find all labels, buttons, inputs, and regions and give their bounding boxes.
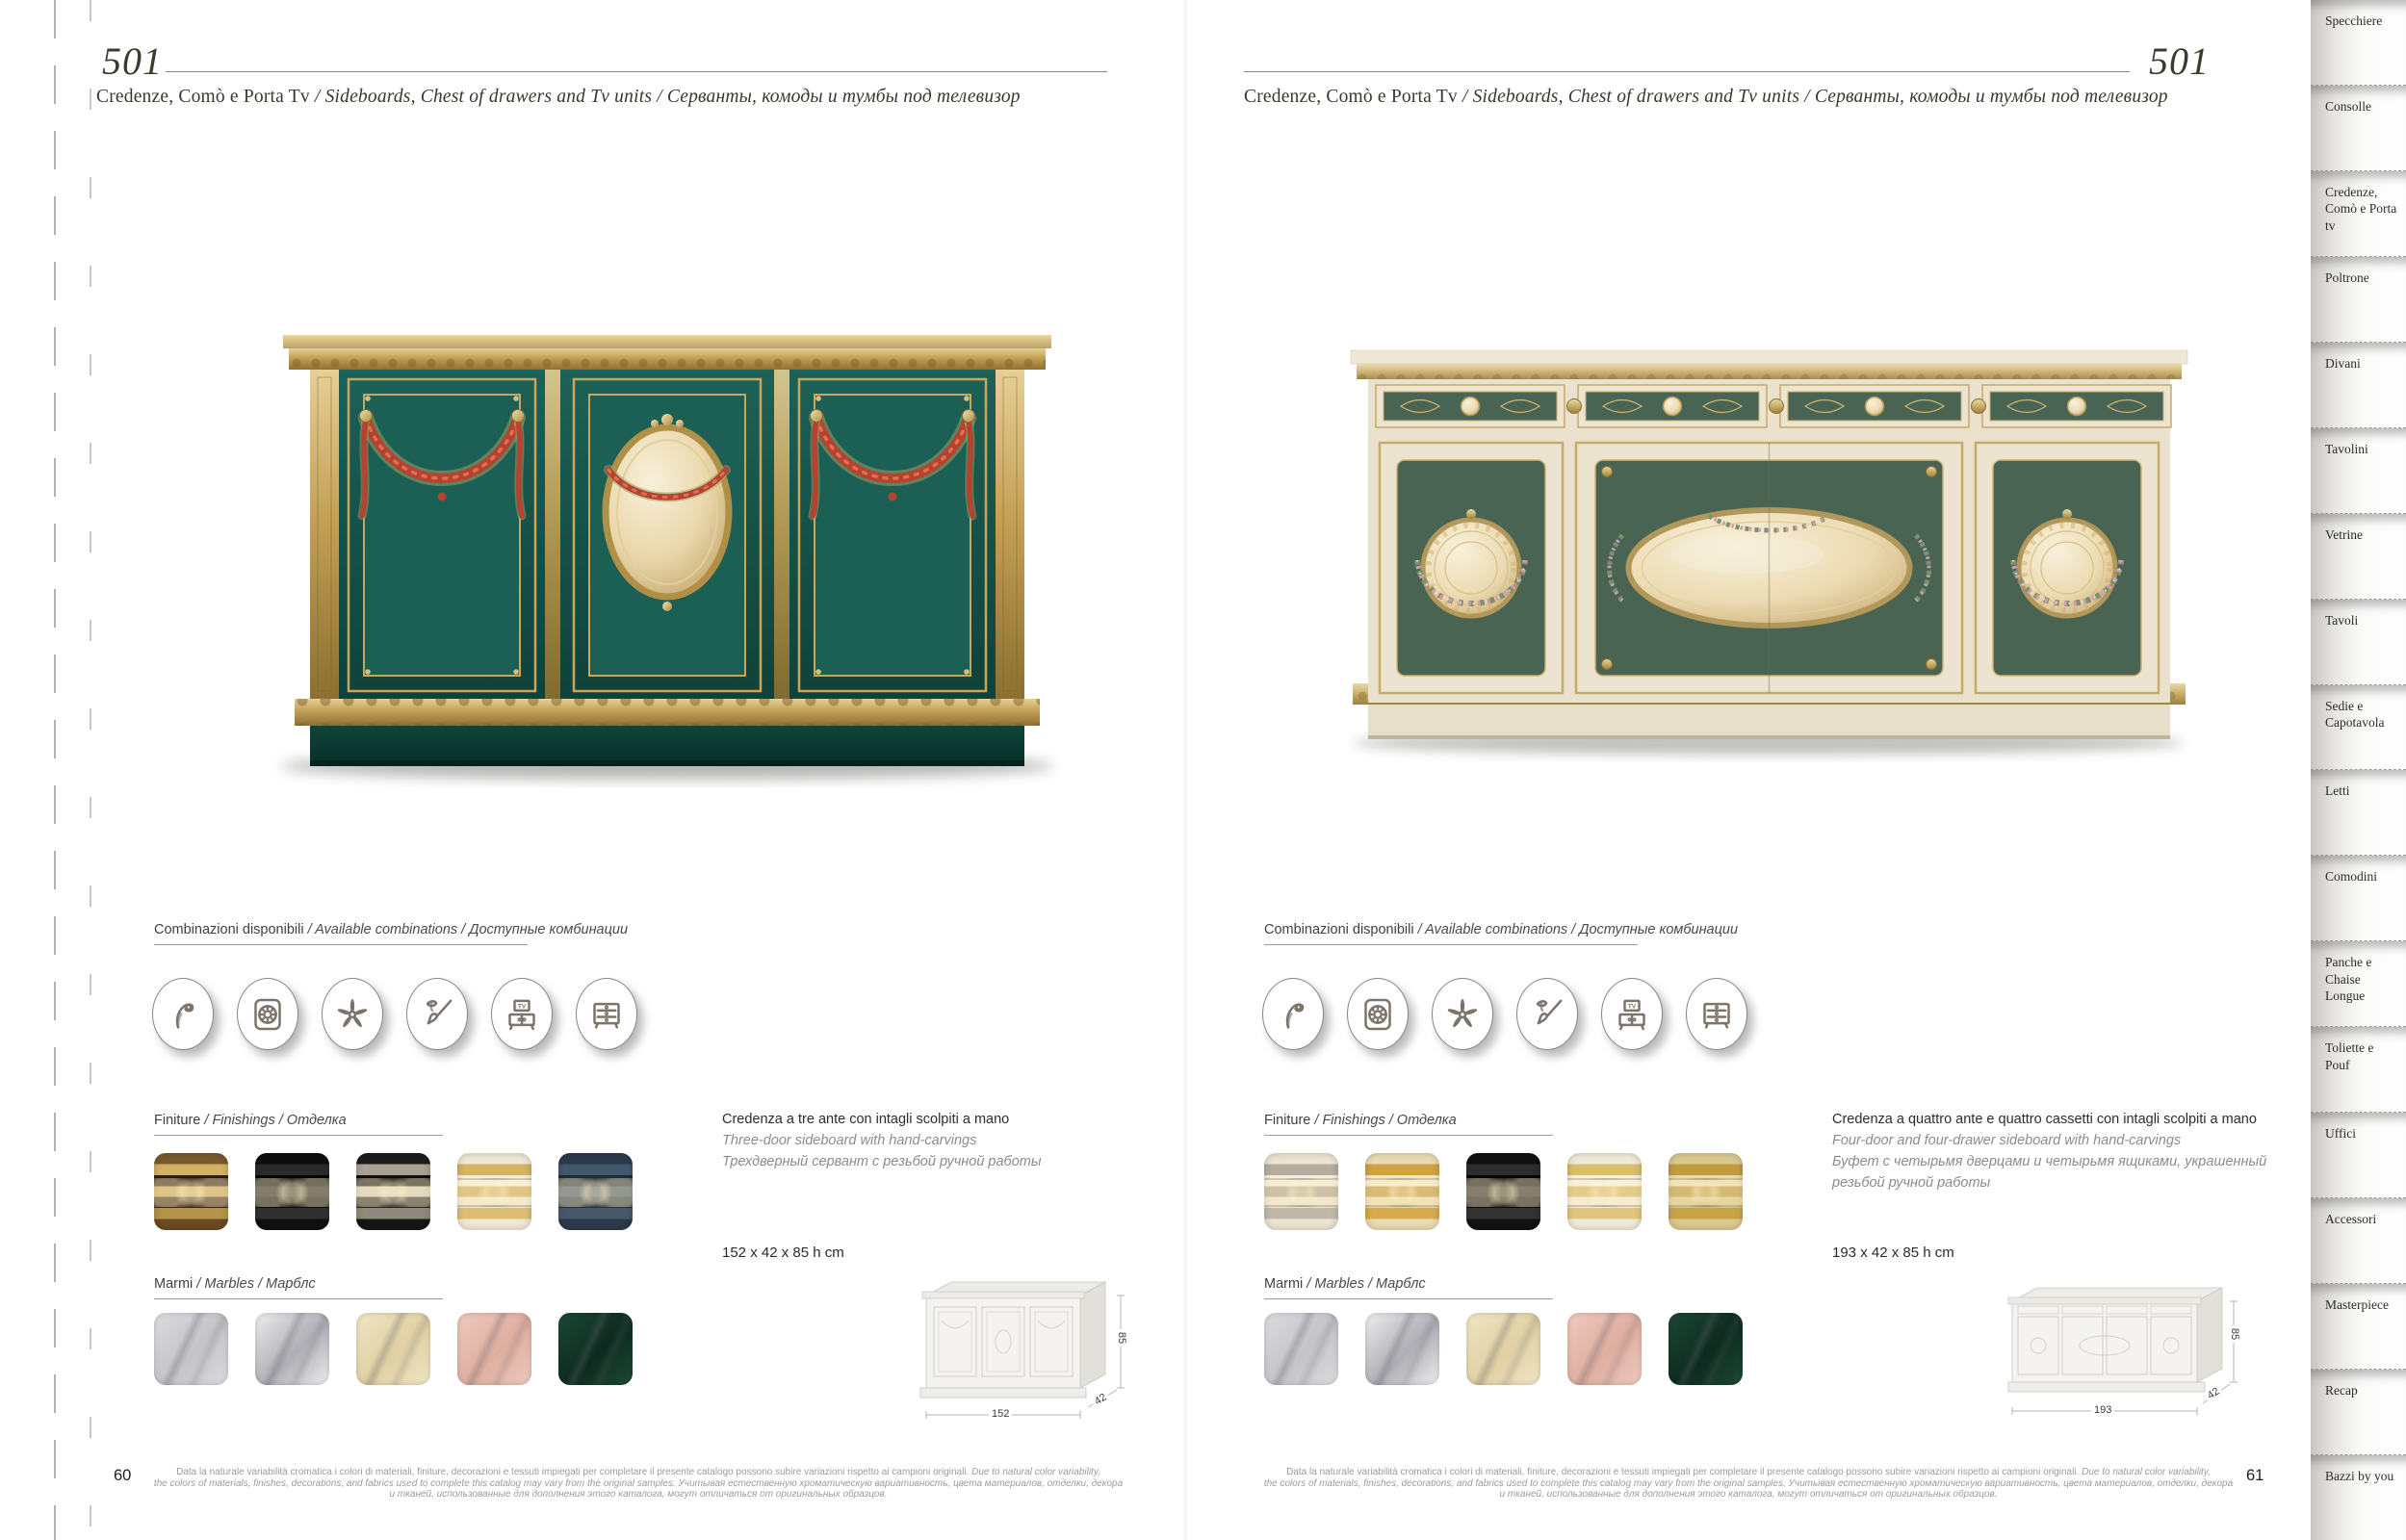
finish-swatch-2 [255,1153,329,1230]
combination-icons-right [1262,978,1771,1051]
finish-swatch-4 [457,1153,531,1230]
marble-swatch-1 [1264,1313,1338,1385]
marbles-label: Marmi / Marbles / Марблс [154,1276,443,1299]
right-door [1976,443,2159,693]
marble-swatch-3 [1466,1313,1540,1385]
sidebar-item-recap[interactable]: Recap [2311,1369,2406,1454]
page-title: 501 [102,39,163,83]
tv-unit-icon [491,978,553,1051]
category-sidebar [2311,0,2406,1540]
chest-of-drawers-icon [576,978,637,1051]
sidebar-item-consolle[interactable]: Consolle [2311,85,2406,170]
marble-swatch-5 [1669,1313,1743,1385]
page-gutter [1182,0,1188,1540]
sideboard-photo-green [268,310,1067,791]
marble-swatch-2 [1365,1313,1439,1385]
marble-swatch-4 [1567,1313,1642,1385]
finishes-label: Finiture / Finishings / Отделка [1264,1113,1553,1136]
combination-icons-left [152,978,660,1051]
sidebar-item-panche-e-chaise-longue[interactable]: Panche e Chaise Longue [2311,940,2406,1026]
chest-of-drawers-icon [1686,978,1747,1051]
dimension-diagram-left [897,1261,1146,1444]
page-title: 501 [2149,39,2210,83]
sidebar-item-letti[interactable]: Letti [2311,769,2406,855]
marble-swatch-2 [255,1313,329,1385]
category-subtitle: Credenze, Comò e Porta Tv / Sideboards, Chest of drawers and Tv units / Серванты, комоды и тумбы под телевизор [1244,86,2168,107]
sidebar-item-poltrone[interactable]: Poltrone [2311,256,2406,342]
sidebar-item-credenze-como-porta-tv[interactable]: Credenze, Comò e Porta tv [2311,170,2406,256]
marble-swatch-3 [356,1313,430,1385]
finish-swatch-2 [1365,1153,1439,1230]
depth-dimension: 42 [1090,1390,1111,1409]
dimensions-left: 152 x 42 x 85 h cm [722,1245,844,1261]
dimensions-right: 193 x 42 x 85 h cm [1832,1245,1954,1261]
footer-note-left: Data la naturale variabilità cromatica i colori di materiali, finiture, decorazioni e tessuti impiegati per completare il presente catalogo possono subire variazioni rispetto ai campioni originali. Due to natural color variability, the colors of materials, finishes, decorations, and fabrics used to complete this catalog may vary from the original samples. Учитывая естественную хроматическую вариативность, цвета материалов, отделки, декора и тканей, использованные для дополнения этого каталога, могут отличаться от оригинальных образцов. [153,1467,1124,1500]
hand-carved-ornament-icon [1262,978,1324,1051]
left-door [1380,443,1563,693]
finish-swatches-right [1264,1153,1770,1230]
category-subtitle: Credenze, Comò e Porta Tv / Sideboards, Chest of drawers and Tv units / Серванты, комоды и тумбы под телевизор [96,86,1021,107]
sidebar-item-tavoli[interactable]: Tavoli [2311,599,2406,684]
sideboard-photo-ivory [1333,346,2205,765]
finish-swatch-1 [1264,1153,1338,1230]
finish-swatches-left [154,1153,660,1230]
sidebar-item-div[interactable]: Divani [2311,342,2406,427]
center-doors [1576,443,1962,693]
tv-unit-icon [1601,978,1663,1051]
finish-swatch-3 [356,1153,430,1230]
finish-swatch-4 [1567,1153,1642,1230]
dimension-diagram-right [1995,1261,2253,1444]
sidebar-item-vetrine[interactable]: Vetrine [2311,513,2406,599]
finish-swatch-5 [1669,1153,1743,1230]
product-description-right: Credenza a quattro ante e quattro cassetti con intagli scolpiti a mano Four-door and four-drawer sideboard with hand-carvings Буфет с четырьмя дверцами и четырьмя ящиками, украшенный резьбой ручной работы [1832,1112,2267,1191]
width-dimension: 152 [989,1408,1012,1420]
sidebar-item-accessori[interactable]: Accessori [2311,1197,2406,1283]
sidebar-item-tavolini[interactable]: Tavolini [2311,427,2406,513]
sidebar-item-specchiere[interactable]: Specchiere [2311,0,2406,85]
sidebar-item-masterpiece[interactable]: Masterpiece [2311,1283,2406,1369]
footer-note-right: Data la naturale variabilità cromatica i colori di materiali, finiture, decorazioni e tessuti impiegati per completare il presente catalogo possono subire variazioni rispetto ai campioni originali. Due to natural color variability, the colors of materials, finishes, decorations, and fabrics used to complete this catalog may vary from the original samples. Учитывая естественную хроматическую вариативность, цвета материалов, отделки, декора и тканей, использованные для дополнения этого каталога, могут отличаться от оригинальных образцов. [1263,1467,2234,1500]
finish-swatch-5 [558,1153,633,1230]
finish-swatch-1 [154,1153,228,1230]
carved-rosette-panel-icon [237,978,298,1051]
height-dimension: 85 [2229,1325,2240,1343]
sidebar-item-bazzi-by-you[interactable]: Bazzi by you [2311,1454,2406,1540]
hand-painted-decoration-icon [406,978,468,1051]
title-rule [1244,71,2130,72]
marble-swatches-right [1264,1313,1770,1385]
finishes-label: Finiture / Finishings / Отделка [154,1113,443,1136]
title-rule [166,71,1107,72]
marble-swatch-4 [457,1313,531,1385]
page-number-right: 61 [2246,1467,2264,1484]
sidebar-item-sedie-e-capotavola[interactable]: Sedie e Capotavola [2311,684,2406,770]
product-description-left: Credenza a tre ante con intagli scolpiti a mano Three-door sideboard with hand-carvings Трехдверный сервант с резьбой ручной работы [722,1112,1042,1169]
sidebar-item-uffici[interactable]: Uffici [2311,1112,2406,1197]
margin-dash-line [90,0,91,1540]
finish-swatch-3 [1466,1153,1540,1230]
marble-swatch-5 [558,1313,633,1385]
combinations-label: Combinazioni disponibili / Available combinations / Доступные комбинации [1264,922,1638,945]
base [295,699,1040,766]
combinations-label: Combinazioni disponibili / Available combinations / Доступные комбинации [154,922,528,945]
sidebar-item-toliette-e-pouf[interactable]: Toliette e Pouf [2311,1026,2406,1112]
marbles-label: Marmi / Marbles / Марблс [1264,1276,1553,1299]
hand-carved-ornament-icon [152,978,214,1051]
page-number-left: 60 [114,1467,132,1484]
flower-carving-icon [322,978,383,1051]
height-dimension: 85 [1116,1329,1127,1347]
marble-swatches-left [154,1313,660,1385]
sidebar-item-comodini[interactable]: Comodini [2311,855,2406,940]
cornice [1351,350,2187,379]
hand-painted-decoration-icon [1516,978,1578,1051]
carved-rosette-panel-icon [1347,978,1409,1051]
svg-text:TV: TV [517,1002,527,1010]
flower-carving-icon [1432,978,1493,1051]
cornice [283,335,1051,370]
depth-dimension: 42 [2203,1384,2224,1403]
svg-text:TV: TV [1627,1002,1637,1010]
trim-dash-line [54,0,56,1540]
width-dimension: 193 [2091,1404,2114,1416]
marble-swatch-1 [154,1313,228,1385]
